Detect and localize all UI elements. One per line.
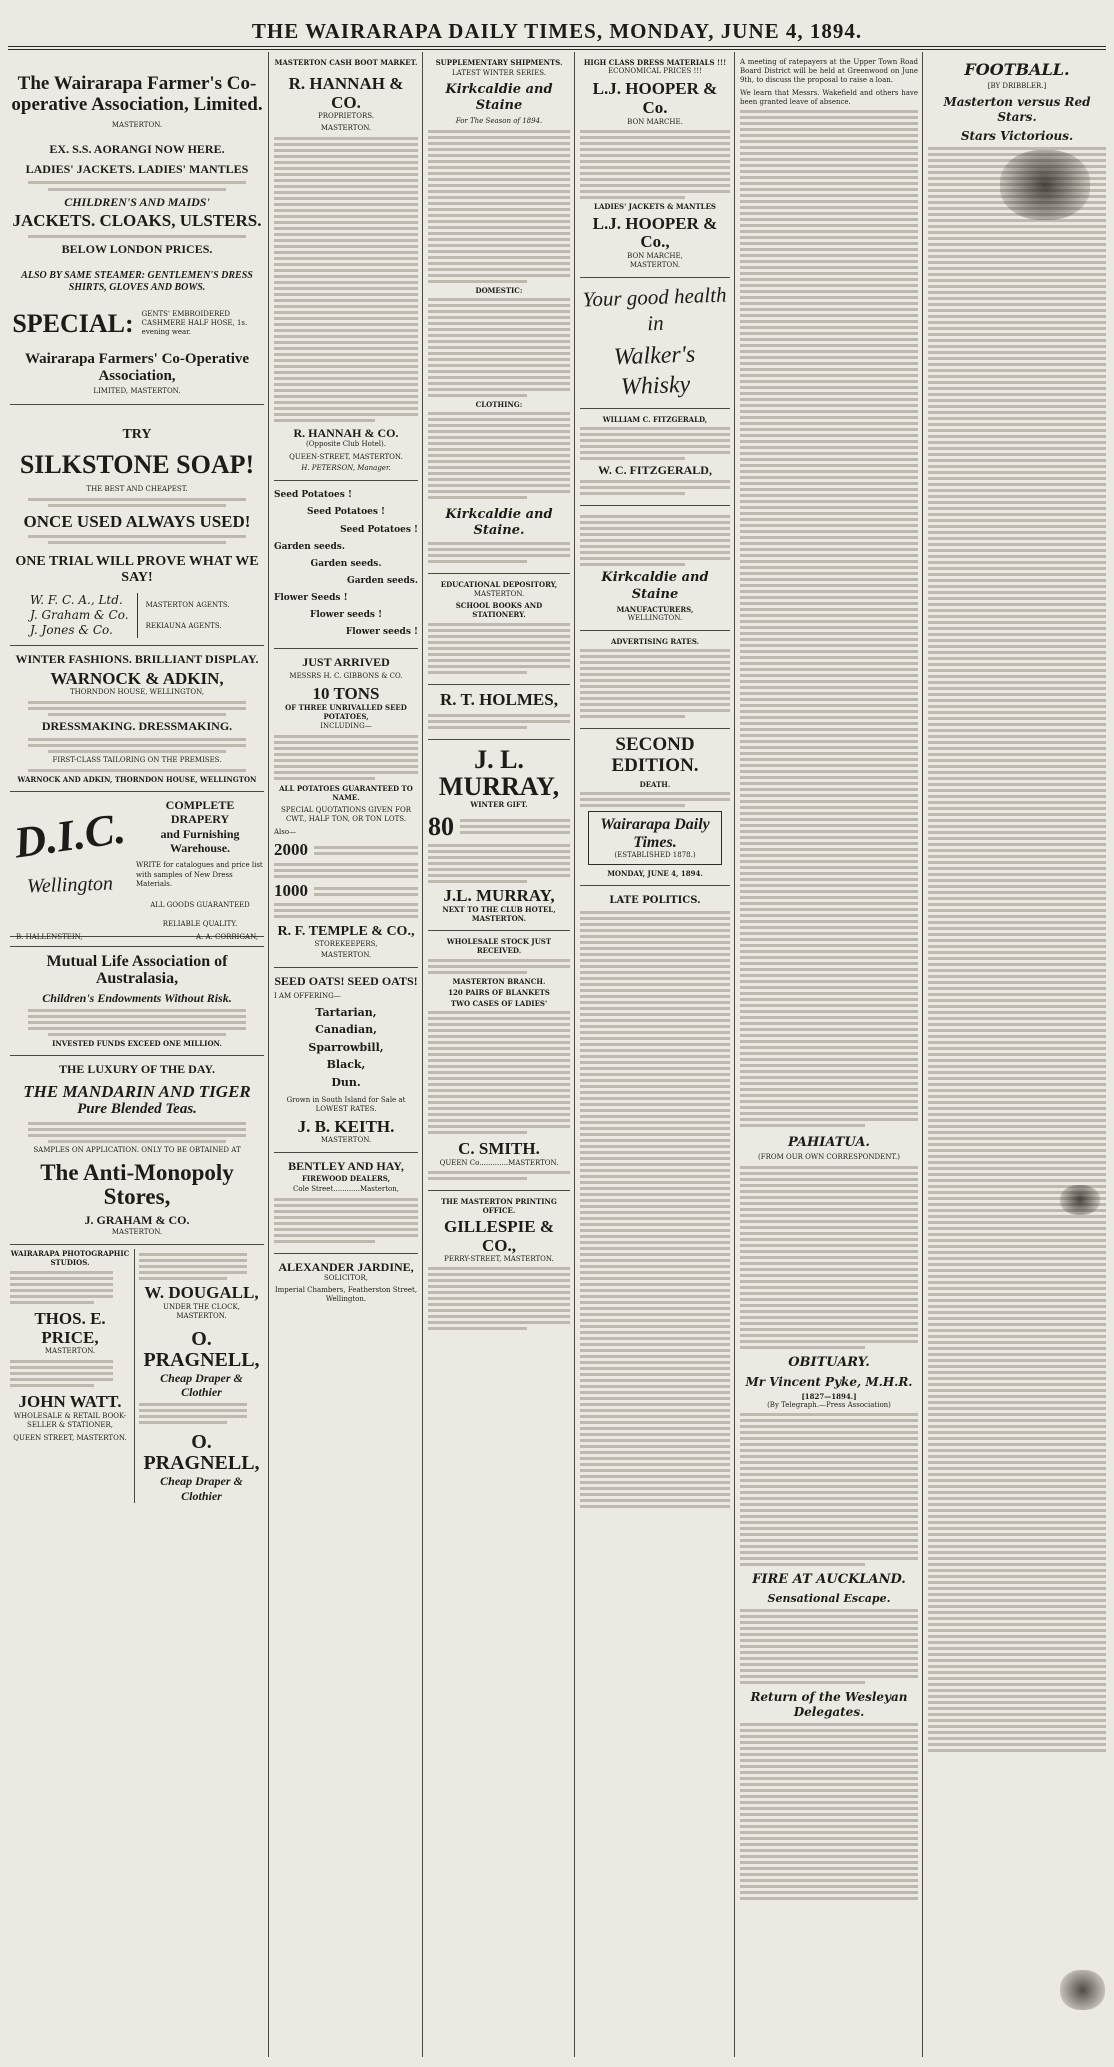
latest-winter: LATEST WINTER SERIES.	[452, 69, 546, 78]
queen-street: QUEEN-STREET, MASTERTON.	[289, 453, 403, 462]
seed-line: Garden seeds.	[347, 575, 418, 586]
clothing: CLOTHING:	[475, 399, 523, 409]
seed-line: Garden seeds.	[310, 558, 382, 569]
thos-place: MASTERTON.	[44, 1347, 96, 1356]
masthead: THE WAIRARAPA DAILY TIMES, MONDAY, JUNE 4, 1894.	[251, 19, 863, 43]
death: DEATH.	[639, 779, 671, 789]
john-watt-place: QUEEN STREET, MASTERTON.	[13, 1434, 127, 1443]
j-l-murray: J. L. MURRAY,	[438, 744, 560, 801]
children-endowments: Children's Endowments Without Risk.	[42, 990, 232, 1005]
jardine: ALEXANDER JARDINE,	[278, 1260, 414, 1275]
high-class: HIGH CLASS DRESS MATERIALS !!!	[583, 58, 727, 67]
hooper-2: L.J. HOOPER & Co.,	[592, 213, 718, 252]
dressmaking: DRESSMAKING. DRESSMAKING.	[41, 719, 233, 734]
wesleyan-delegates: Return of the Wesleyan Delegates.	[750, 1689, 908, 1719]
kirkcaldie-ad	[428, 52, 570, 574]
column-5	[736, 52, 922, 2057]
daily-times-title: Wairarapa Daily Times.	[600, 815, 710, 851]
also: Also—	[274, 828, 297, 836]
mayor-paragraph: A meeting of ratepayers at the Upper Town Road Board District will be held at Greenwood on June 9th, to discuss the proposal to raise a loan.	[740, 58, 918, 85]
column-separator	[422, 52, 423, 2057]
wfca-sub: LIMITED, MASTERTON.	[93, 387, 181, 396]
ex-ship: EX. S.S. AORANGI NOW HERE.	[49, 141, 225, 156]
grown-south-island: Grown in South Island for Sale at LOWEST RATES.	[286, 1095, 406, 1113]
gillespie: GILLESPIE & CO.,	[443, 1216, 555, 1255]
walkers-whisky: Walker's Whisky	[613, 341, 696, 401]
issue-date: MONDAY, JUNE 4, 1894.	[607, 869, 703, 879]
write-for-catalogues: WRITE for catalogues and price list with samples of New Dress Materials.	[136, 861, 263, 888]
oat-variety: Black,	[326, 1058, 366, 1072]
two-cases: TWO CASES OF LADIES'	[450, 998, 548, 1008]
agent-wfca: W. F. C. A., Ltd.	[30, 593, 123, 608]
furnishing: and Furnishing Warehouse.	[160, 826, 240, 856]
gibbons-ad	[274, 649, 418, 968]
domestic: DOMESTIC:	[475, 285, 523, 295]
special-sub: GENTS' EMBROIDERED CASHMERE HALF HOSE, 1s. evening wear.	[141, 310, 248, 337]
for-season: For The Season of 1894.	[455, 116, 543, 125]
seed-line: Seed Potatoes !	[340, 524, 418, 535]
j-l-murray-2: J.L. MURRAY,	[443, 885, 555, 905]
pure-blended: Pure Blended Teas.	[77, 1101, 197, 1118]
dic-manager: A. A. CORRIGAN,	[196, 932, 258, 941]
w-dougall: W. DOUGALL,	[144, 1282, 259, 1302]
seed-line: Seed Potatoes !	[307, 507, 385, 518]
special-quotations: SPECIAL QUOTATIONS GIVEN FOR CWT., HALF TON, OR TON LOTS.	[280, 805, 412, 823]
anti-monopoly: The Anti-Monopoly Stores,	[40, 1160, 234, 1210]
column-1	[6, 52, 268, 2057]
bon-marche: BON MARCHE.	[627, 117, 683, 126]
oat-variety: Sparrowbill,	[308, 1040, 384, 1054]
smith-queen: QUEEN Co.............MASTERTON.	[439, 1158, 559, 1167]
j-graham: J. GRAHAM & CO.	[84, 1213, 190, 1228]
seed-line: Seed Potatoes !	[274, 490, 352, 501]
bon-marche-2: BON MARCHE,	[627, 252, 683, 261]
pragnell-sub-2: Cheap Draper & Clothier	[160, 1474, 243, 1503]
firewood-dealers: FIREWOOD DEALERS,	[301, 1173, 391, 1183]
also-same: ALSO BY SAME STEAMER: GENTLEMEN'S DRESS SHIRTS, GLOVES AND BOWS.	[21, 270, 253, 294]
second-edition-title: SECOND EDITION.	[611, 734, 699, 776]
wfca-line: Wairarapa Farmers' Co-Operative Association,	[24, 351, 250, 384]
all-goods: ALL GOODS GUARANTEED	[150, 900, 250, 909]
hooper-place: MASTERTON.	[629, 261, 681, 270]
dic-place: Wellington	[26, 872, 114, 898]
column-4	[576, 52, 734, 2057]
winter-gift: WINTER GIFT.	[470, 800, 528, 810]
advertising-rates	[580, 631, 730, 729]
o-pragnell-1: O. PRAGNELL,	[143, 1327, 260, 1371]
by-telegraph: (By Telegraph.—Press Association)	[767, 1400, 891, 1409]
oat-variety: Tartarian,	[315, 1005, 377, 1019]
column-separator	[268, 52, 269, 2057]
thos-price: THOS. E. PRICE,	[34, 1309, 106, 1347]
john-watt: JOHN WATT.	[18, 1392, 122, 1412]
whisky-ad	[580, 278, 730, 409]
jackets-line: JACKETS. CLOAKS, ULSTERS.	[12, 211, 262, 231]
match-heading: Masterton versus Red Stars.	[943, 95, 1091, 125]
hannah-ad	[274, 52, 418, 481]
try: TRY	[122, 426, 152, 442]
best-cheapest: THE BEST AND CHEAPEST.	[86, 484, 188, 493]
warnock-adkin: WARNOCK & ADKIN,	[50, 668, 224, 688]
fire-auckland: FIRE AT AUCKLAND.	[752, 1571, 906, 1587]
proprietors: PROPRIETORS.	[317, 112, 375, 121]
jardine-ad	[274, 1254, 418, 1311]
column-2	[270, 52, 422, 2057]
john-watt-sub: WHOLESALE & RETAIL BOOK-SELLER & STATIONER,	[13, 1412, 127, 1430]
kirkcaldie-title-3: Kirkcaldie and Staine	[601, 570, 709, 602]
cash-boot-market: MASTERTON CASH BOOT MARKET.	[274, 58, 418, 67]
hooper: L.J. HOOPER & Co.	[592, 79, 718, 117]
kirkcaldie-title-2: Kirkcaldie and Staine.	[445, 506, 553, 539]
peterson-manager: H. PETERSON, Manager.	[301, 464, 391, 473]
sensational-escape: Sensational Escape.	[767, 1592, 891, 1606]
am-offering: I AM OFFERING—	[274, 992, 341, 1001]
once-used: ONCE USED ALWAYS USED!	[23, 511, 251, 531]
dougall-sub: UNDER THE CLOCK, MASTERTON.	[163, 1302, 240, 1320]
holmes-ad	[428, 685, 570, 740]
column-3	[424, 52, 574, 2057]
agents-place-2: REKIAUNA AGENTS.	[145, 621, 222, 630]
next-to-club: NEXT TO THE CLUB HOTEL, MASTERTON.	[442, 905, 556, 924]
masthead-rule-2	[8, 49, 1106, 50]
fitzgerald-2: W. C. FITZGERALD,	[598, 462, 712, 477]
samples-line: SAMPLES ON APPLICATION. ONLY TO BE OBTAINED AT	[33, 1145, 241, 1154]
oat-variety: Canadian,	[315, 1023, 377, 1037]
invested-funds: INVESTED FUNDS EXCEED ONE MILLION.	[52, 1039, 222, 1049]
pahiatua: PAHIATUA.	[788, 1135, 870, 1151]
dic-ad	[10, 792, 264, 937]
second-edition	[580, 729, 730, 886]
school-books: SCHOOL BOOKS AND STATIONERY.	[455, 600, 543, 619]
by-dribbler: [BY DRIBBLER.]	[987, 82, 1047, 90]
late-politics-title: LATE POLITICS.	[609, 895, 701, 907]
temple: R. F. TEMPLE & CO.,	[277, 924, 415, 940]
mandarin-tiger: THE MANDARIN AND TIGER	[23, 1081, 251, 1101]
educational-ad	[428, 574, 570, 684]
farmers-title: The Wairarapa Farmer's Co-operative Association, Limited.	[11, 73, 263, 115]
advertising-rates-title: ADVERTISING RATES.	[610, 636, 700, 646]
mandarin-ad	[10, 1056, 264, 1244]
hooper-ladies-jackets: LADIES' JACKETS & MANTLES	[594, 201, 716, 211]
including: INCLUDING—	[320, 721, 372, 730]
perry-street: PERRY-STREET, MASTERTON.	[444, 1255, 554, 1264]
kirkcaldie-manuf-ad	[580, 506, 730, 631]
gibbons: MESSRS H. C. GIBBONS & CO.	[289, 671, 403, 680]
eco-prices: ECONOMICAL PRICES !!!	[608, 67, 702, 76]
complete-drapery: COMPLETE DRAPERY	[165, 797, 235, 827]
j-b-keith: J. B. KEITH.	[297, 1116, 395, 1136]
special-heading: SPECIAL:	[12, 309, 134, 339]
photo-studios: WAIRARAPA PHOTOGRAPHIC STUDIOS.	[10, 1248, 130, 1267]
warnock-footer: WARNOCK AND ADKIN, THORNDON HOUSE, WELLINGTON	[17, 774, 257, 784]
dic-logo: D.I.C.	[11, 803, 129, 868]
blankets: 120 PAIRS OF BLANKETS	[448, 987, 550, 997]
masterton-branch: MASTERTON BRANCH.	[452, 976, 546, 986]
reliable-quality: RELIABLE QUALITY.	[162, 919, 238, 928]
solicitor: SOLICITOR,	[324, 1274, 368, 1283]
masthead-rule	[8, 46, 1106, 47]
wholesale-stock: WHOLESALE STOCK JUST RECEIVED.	[446, 937, 552, 956]
number-80: 80	[428, 812, 454, 842]
educational-place: MASTERTON.	[473, 589, 525, 598]
just-arrived: JUST ARRIVED	[302, 655, 390, 670]
own-correspondent: (FROM OUR OWN CORRESPONDENT.)	[758, 1153, 900, 1162]
below-london: BELOW LONDON PRICES.	[61, 241, 213, 256]
bentley-ad	[274, 1153, 418, 1254]
hannah-address: R. HANNAH & CO.	[293, 425, 399, 440]
vincent-pyke: Mr Vincent Pyke, M.H.R.	[745, 1374, 913, 1389]
ten-tons: 10 TONS	[312, 683, 380, 703]
farmers-place: MASTERTON.	[111, 120, 163, 129]
agent-graham: J. Graham & Co.	[30, 608, 129, 623]
farmers-ad	[10, 52, 264, 405]
keith-place: MASTERTON.	[320, 1136, 372, 1145]
children-line: CHILDREN'S AND MAIDS'	[64, 194, 210, 209]
wholesale-ad	[428, 931, 570, 1190]
manufacturers: MANUFACTURERS,	[616, 604, 694, 614]
unrivalled: OF THREE UNRIVALLED SEED POTATOES,	[285, 703, 407, 722]
agent-jones: J. Jones & Co.	[30, 623, 113, 638]
thorndon-house: THORNDON HOUSE, WELLINGTON,	[69, 688, 205, 697]
imperial-chambers: Imperial Chambers, Featherston Street, Wellington.	[274, 1285, 418, 1303]
j-graham-place: MASTERTON.	[111, 1227, 163, 1236]
r-t-holmes: R. T. HOLMES,	[440, 689, 558, 709]
wellington: WELLINGTON.	[627, 613, 683, 622]
oat-variety: Dun.	[331, 1075, 361, 1089]
luxury-of-day: THE LUXURY OF THE DAY.	[59, 1062, 215, 1077]
seed-line: Flower seeds !	[345, 627, 418, 638]
printing-office: THE MASTERTON PRINTING OFFICE.	[441, 1196, 557, 1215]
warnock-ad	[10, 646, 264, 792]
printing-ad	[428, 1191, 570, 1341]
local-body-paragraph: We learn that Messrs. Wakefield and others have been granted leave of absence.	[740, 88, 918, 106]
stars-victorious: Stars Victorious.	[960, 129, 1074, 144]
late-politics	[580, 886, 730, 1508]
column-separator	[574, 52, 575, 2057]
hooper-ad	[580, 52, 730, 278]
silkstone-ad	[10, 405, 264, 647]
column-6	[924, 52, 1110, 2057]
seed-line: Flower Seeds !	[274, 592, 348, 603]
opposite-club: (Opposite Club Hotel).	[306, 440, 386, 449]
storekeepers: STOREKEEPERS,	[314, 939, 378, 948]
potatoes-guaranteed: ALL POTATOES GUARANTEED TO NAME.	[279, 783, 413, 802]
number-2000: 2000	[274, 840, 308, 860]
first-class-tailoring: FIRST-CLASS TAILORING ON THE PREMISES.	[52, 755, 222, 764]
kirkcaldie-title: Kirkcaldie and Staine	[445, 82, 553, 114]
ladies-line: LADIES' JACKETS. LADIES' MANTLES	[25, 162, 249, 177]
one-trial: ONE TRIAL WILL PROVE WHAT WE SAY!	[15, 554, 259, 585]
temple-place: MASTERTON.	[320, 950, 372, 959]
mutual-title: Mutual Life Association of Australasia,	[46, 952, 228, 988]
column-separator	[922, 52, 923, 2057]
bentley-hay: BENTLEY AND HAY,	[288, 1159, 404, 1174]
dic-chairman: B. HALLENSTEIN,	[16, 932, 83, 941]
agents-place-1: MASTERTON AGENTS.	[145, 600, 230, 609]
established: (ESTABLISHED 1878.)	[614, 851, 696, 860]
educational-depository: EDUCATIONAL DEPOSITORY,	[440, 580, 558, 590]
seed-oats: SEED OATS! SEED OATS!	[274, 974, 418, 989]
fitzgerald: WILLIAM C. FITZGERALD,	[602, 414, 708, 424]
pragnell-sub-1: Cheap Draper & Clothier	[160, 1370, 243, 1400]
pyke-years: [1827—1894.]	[801, 1391, 857, 1401]
bottom-ads-row	[10, 1245, 264, 1503]
silkstone-soap: SILKSTONE SOAP!	[19, 450, 255, 480]
obituary: OBITUARY.	[788, 1354, 870, 1370]
supplementary: SUPPLEMENTARY SHIPMENTS.	[435, 58, 563, 67]
seed-line: Garden seeds.	[274, 541, 345, 552]
fitzgerald-ad	[580, 409, 730, 506]
good-health: Your good health in	[582, 282, 727, 336]
number-1000: 1000	[274, 880, 308, 900]
o-pragnell-2: O. PRAGNELL,	[143, 1431, 260, 1475]
football: FOOTBALL.	[964, 60, 1070, 79]
c-smith: C. SMITH.	[458, 1138, 540, 1158]
column-separator	[734, 52, 735, 2057]
seed-line: Flower seeds !	[309, 609, 383, 620]
mutual-life-ad	[10, 947, 264, 1057]
hannah-place: MASTERTON.	[320, 123, 372, 132]
seed-oats-ad	[274, 968, 418, 1153]
hannah-title: R. HANNAH & CO.	[288, 74, 404, 112]
cole-street: Cole Street............Masterton,	[293, 1184, 399, 1193]
murray-ad	[428, 740, 570, 932]
seeds-ad	[274, 481, 418, 649]
winter-fashions: WINTER FASHIONS. BRILLIANT DISPLAY.	[15, 652, 259, 667]
